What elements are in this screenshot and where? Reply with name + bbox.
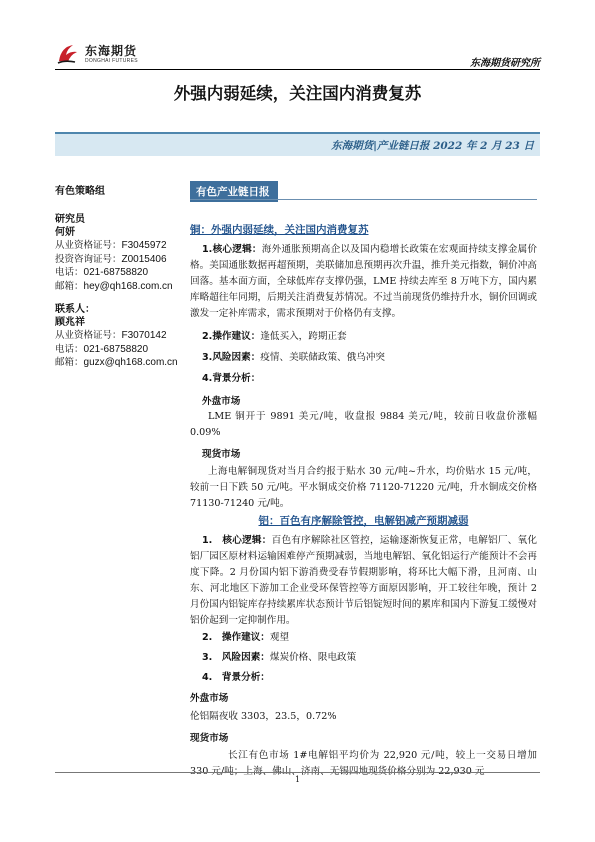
report-title: 外强内弱延续，关注国内消费复苏 xyxy=(173,84,422,103)
contact-cert: 从业资格证号：F3070142 xyxy=(55,330,167,341)
aluminum-ext-head: 外盘市场 xyxy=(190,693,229,704)
contact-email[interactable]: 邮箱：guzx@qh168.com.cn xyxy=(55,357,178,368)
aluminum-bg: 4. 背景分析： xyxy=(202,672,270,683)
strategy-group: 有色策略组 xyxy=(55,186,105,197)
aluminum-spot-text: 长江有色市场 1#电解铝平均价为 22,920 元/吨，较上一交易日增加 330 元/吨；上海、佛山、济南、无锡四地现货价格分别为 22,930 元 xyxy=(190,750,537,777)
aluminum-op: 2. 操作建议：观望 xyxy=(202,632,290,643)
page-header xyxy=(55,40,540,70)
aluminum-logic: 1. 核心逻辑：百色有序解除社区管控，运输逐渐恢复正常，电解铝厂、氧化铝厂园区原材料运输困难停产预期减弱，当地电解铝、氧化铝运行产能预计不会再度下降。2 月份国内铝下游消费受春节假期影响，将环比大幅下滑，且河南、山东、河北地区下游加工企业受环保管控等方面原因影响，开工较往年晚，预计 2 月份国内铝锭库存持续累库状态预计节后铝锭短时间的累库和国内下游复工缓慢对铝价起到一定抑制作用。 xyxy=(190,535,538,626)
analyst-name: 何妍 xyxy=(55,227,75,238)
copper-ext-head: 外盘市场 xyxy=(202,396,241,407)
banner-text: 东海期货|产业链日报 2022 年 2 月 23 日 xyxy=(331,140,534,152)
page-number: 1 xyxy=(294,775,301,784)
analyst-cert: 从业资格证号：F3045972 xyxy=(55,240,167,251)
logo-cn-text: 东海期货 xyxy=(85,43,138,58)
institute-name: 东海期货研究所 xyxy=(470,58,540,69)
copper-logic: 1.核心逻辑：海外通胀预期高企以及国内稳增长政策在宏观面持续支撑金属价格。美国通胀数据再超预期，美联储加息预期再次升温，推升美元指数，铜价冲高回落。基本面方面，全球低库存支撑仍强，LME 持续去库至 8 万吨下方，国内累库略超往年同期，后期关注消费复苏情况。不过当前现货仍维持升水，铜价回调或激发一定补库需求，需求预期对于价格仍有支撑。 xyxy=(190,244,537,319)
analyst-email[interactable]: 邮箱：hey@qh168.com.cn xyxy=(55,280,173,292)
copper-risk: 3.风险因素：疫情、美联储政策、俄乌冲突 xyxy=(202,352,386,363)
copper-spot-text: 上海电解铜现货对当月合约报于贴水 30 元/吨~升水，均价贴水 15 元/吨，较前一日下跌 50 元/吨。平水铜成交价格 71120-71220 元/吨，升水铜成交价格 71130-71240 元/吨。 xyxy=(190,466,537,509)
copper-bg: 4.背景分析： xyxy=(202,373,261,384)
aluminum-spot-head: 现货市场 xyxy=(190,733,229,744)
analyst-phone: 电话：021-68758820 xyxy=(55,267,149,278)
company-logo xyxy=(55,40,138,68)
main-content xyxy=(190,180,538,777)
copper-title[interactable]: 铜：外强内弱延续，关注国内消费复苏 xyxy=(190,224,369,236)
contact-phone: 电话：021-68758820 xyxy=(55,343,149,355)
copper-op: 2.操作建议：逢低买入，跨期正套 xyxy=(202,331,347,342)
tag-divider xyxy=(190,199,537,200)
report-banner xyxy=(55,132,540,156)
header-divider xyxy=(55,69,540,70)
aluminum-risk: 3. 风险因素：煤炭价格、限电政策 xyxy=(202,652,357,663)
copper-ext-text: LME 铜开于 9891 美元/吨，收盘报 9884 美元/吨，较前日收盘价涨幅 0.09% xyxy=(190,411,537,438)
section-tag: 有色产业链日报 xyxy=(190,181,278,202)
copper-section xyxy=(190,222,537,237)
contact-name: 顾兆祥 xyxy=(55,317,85,328)
footer-divider xyxy=(55,772,540,773)
aluminum-ext-text: 伦铝隔夜收 3303，23.5，0.72% xyxy=(190,711,337,722)
aluminum-title[interactable]: 铝：百色有序解除管控，电解铝减产预期减弱 xyxy=(258,515,469,527)
analyst-inv-cert: 投资咨询证号：Z0015406 xyxy=(55,253,167,265)
contact-heading: 联系人： xyxy=(55,304,95,315)
logo-en-text: DONGHAI FUTURES xyxy=(85,57,138,64)
sidebar xyxy=(55,182,185,370)
aluminum-section xyxy=(190,513,537,528)
analyst-heading: 研究员 xyxy=(55,214,85,225)
donghai-logo-icon xyxy=(55,41,81,67)
copper-spot-head: 现货市场 xyxy=(202,449,241,460)
